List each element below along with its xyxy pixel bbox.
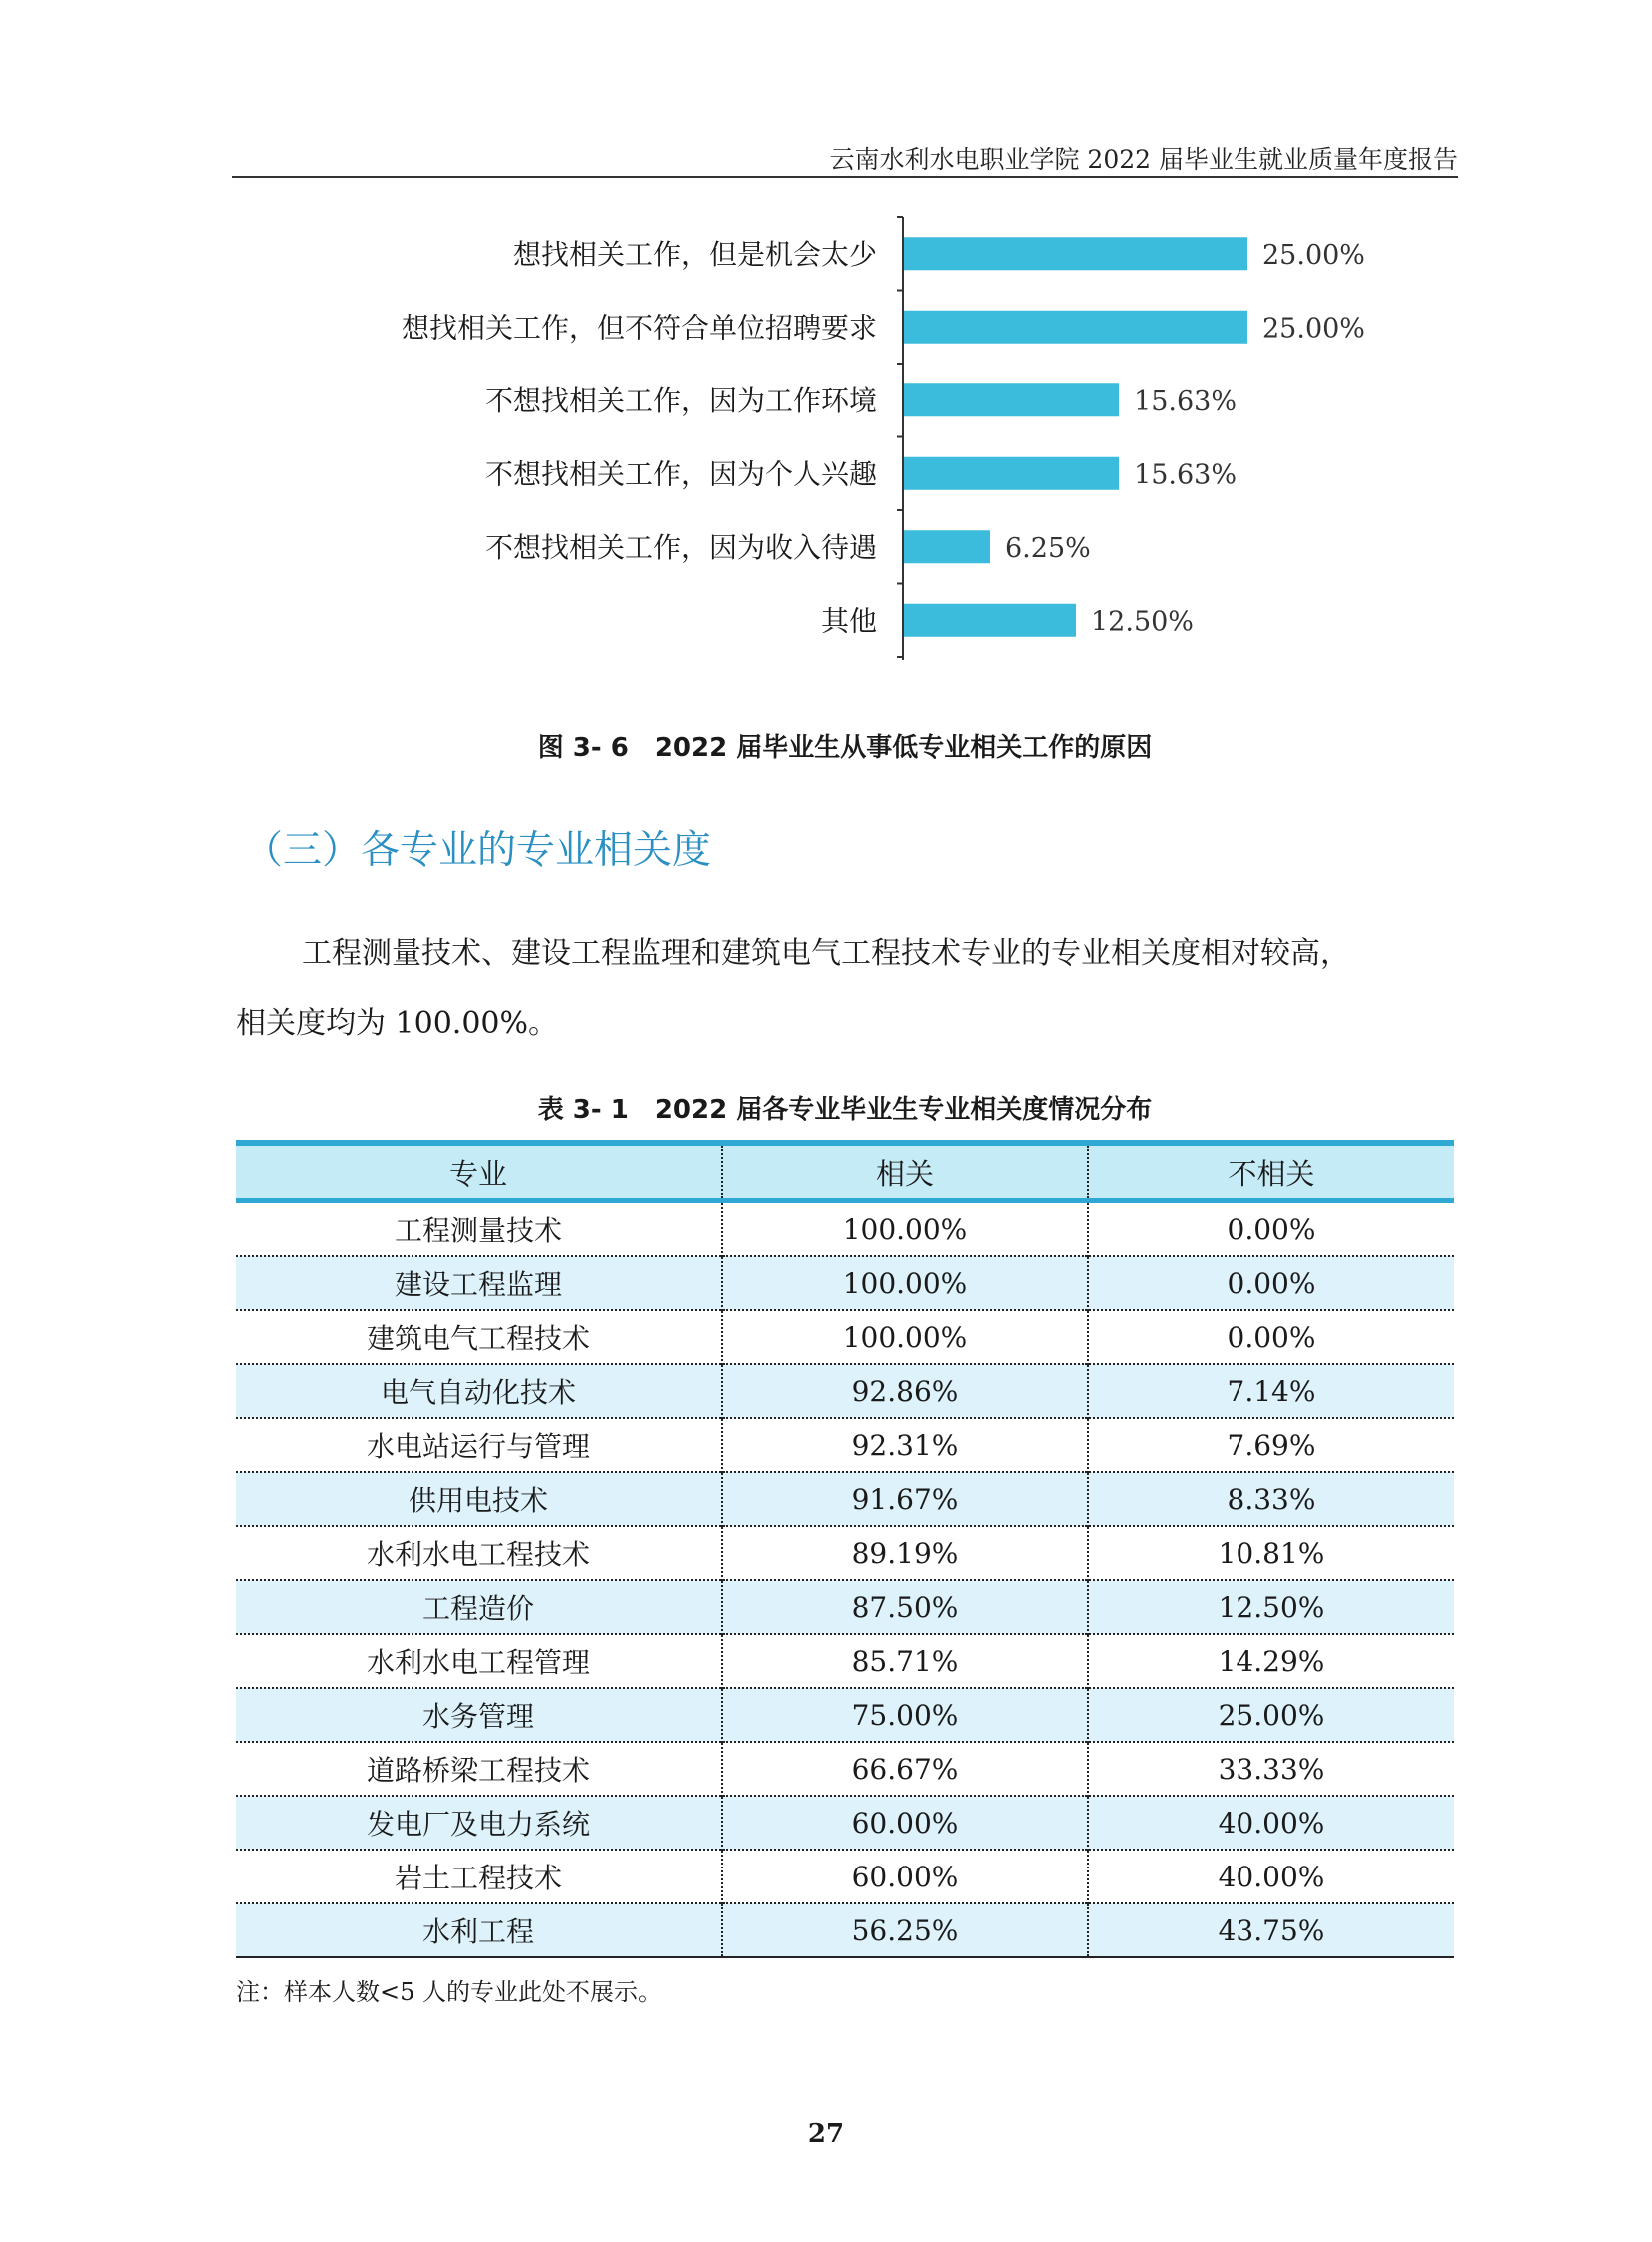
cell-major: 水利工程: [236, 1903, 722, 1957]
value-label: 15.63%: [1134, 385, 1238, 417]
cell-major: 岩土工程技术: [236, 1850, 722, 1903]
figure-caption: 图 3- 6 2022 届毕业生从事低专业相关工作的原因: [537, 733, 1153, 763]
cell-major: 水利水电工程管理: [236, 1634, 722, 1688]
major-relevance-table: [236, 1140, 1454, 1958]
header-unrelated: 不相关: [1088, 1143, 1454, 1201]
table-row: [236, 1256, 1454, 1310]
cell-related: 91.67%: [722, 1472, 1088, 1526]
table-row: [236, 1688, 1454, 1742]
paragraph-line-1: 工程测量技术、建设工程监理和建筑电气工程技术专业的专业相关度相对较高，: [302, 936, 1350, 971]
cell-related: 100.00%: [722, 1310, 1088, 1364]
cell-related: 75.00%: [722, 1688, 1088, 1742]
cell-unrelated: 0.00%: [1088, 1256, 1454, 1310]
cell-major: 工程测量技术: [394, 1214, 562, 1247]
cell-major: 道路桥梁工程技术: [236, 1742, 722, 1796]
cell-related: 85.71%: [722, 1634, 1088, 1688]
cell-unrelated: 25.00%: [1088, 1688, 1454, 1742]
category-label: 想找相关工作，但不符合单位招聘要求: [401, 311, 877, 345]
header-related: 相关: [722, 1143, 1088, 1201]
cell-major: 发电厂及电力系统: [236, 1796, 722, 1850]
cell-related: 60.00%: [722, 1850, 1088, 1903]
cell-unrelated: 33.33%: [1088, 1742, 1454, 1796]
body-paragraph: [236, 919, 1462, 1059]
cell-major: 水利水电工程技术: [236, 1526, 722, 1580]
reasons-bar-chart: [300, 205, 1398, 674]
category-label: 想找相关工作，但是机会太少: [512, 237, 877, 271]
table-header-row: [236, 1143, 1454, 1201]
paragraph-line-2: 相关度均为 100.00%。: [236, 1006, 559, 1041]
cell-unrelated: 14.29%: [1088, 1634, 1454, 1688]
cell-major: 建筑电气工程技术: [236, 1310, 722, 1364]
table-row: [236, 1580, 1454, 1634]
cell-major: 供用电技术: [236, 1472, 722, 1526]
cell-related: 66.67%: [722, 1742, 1088, 1796]
cell-unrelated: 10.81%: [1088, 1526, 1454, 1580]
category-label: 其他: [820, 604, 877, 638]
cell-related: 100.00%: [722, 1256, 1088, 1310]
category-label: 不想找相关工作，因为个人兴趣: [484, 457, 877, 491]
cell-unrelated: 7.14%: [1088, 1364, 1454, 1418]
bar: [904, 311, 1247, 344]
table-row: [236, 1201, 1454, 1257]
cell-related: 87.50%: [722, 1580, 1088, 1634]
table-row: [236, 1796, 1454, 1850]
table-row: [236, 1742, 1454, 1796]
cell-major: 电气自动化技术: [236, 1364, 722, 1418]
table-row: [236, 1850, 1454, 1903]
bar: [904, 383, 1119, 416]
table-row: [236, 1364, 1454, 1418]
value-label: 12.50%: [1091, 606, 1194, 638]
cell-related: 89.19%: [722, 1526, 1088, 1580]
page-number: 27: [807, 2119, 845, 2149]
table-caption: 表 3- 1 2022 届各专业毕业生专业相关度情况分布: [537, 1095, 1153, 1124]
running-header: 云南水利水电职业学院 2022 届毕业生就业质量年度报告: [829, 145, 1458, 174]
table-row: [236, 1418, 1454, 1472]
category-label: 不想找相关工作，因为工作环境: [484, 383, 877, 417]
cell-related: 92.86%: [722, 1364, 1088, 1418]
bar: [904, 530, 990, 563]
cell-unrelated: 40.00%: [1088, 1796, 1454, 1850]
cell-related: 100.00%: [722, 1201, 1088, 1257]
table-note: 注：样本人数<5 人的专业此处不展示。: [236, 1978, 663, 2006]
value-label: 25.00%: [1262, 313, 1365, 345]
category-label: 不想找相关工作，因为收入待遇: [484, 530, 877, 564]
value-label: 6.25%: [1005, 532, 1091, 564]
cell-unrelated: 8.33%: [1088, 1472, 1454, 1526]
cell-unrelated: 12.50%: [1088, 1580, 1454, 1634]
cell-major: 水电站运行与管理: [236, 1418, 722, 1472]
table-row: [236, 1526, 1454, 1580]
cell-related: 56.25%: [722, 1903, 1088, 1957]
header-major: 专业: [236, 1143, 722, 1201]
table-row: [236, 1903, 1454, 1957]
value-label: 25.00%: [1262, 239, 1365, 271]
value-label: 15.63%: [1134, 459, 1238, 491]
cell-unrelated: 7.69%: [1088, 1418, 1454, 1472]
cell-major: 建设工程监理: [236, 1256, 722, 1310]
bar: [904, 237, 1247, 270]
cell-unrelated: 0.00%: [1088, 1201, 1454, 1257]
table-row: [236, 1472, 1454, 1526]
cell-major: 工程造价: [236, 1580, 722, 1634]
header-rule: [232, 176, 1458, 178]
cell-related: 60.00%: [722, 1796, 1088, 1850]
section-heading: （三）各专业的专业相关度: [244, 828, 712, 873]
cell-unrelated: 40.00%: [1088, 1850, 1454, 1903]
cell-related: 92.31%: [722, 1418, 1088, 1472]
bar: [904, 604, 1076, 637]
table-row: [236, 1310, 1454, 1364]
cell-unrelated: 0.00%: [1088, 1310, 1454, 1364]
cell-unrelated: 43.75%: [1088, 1903, 1454, 1957]
table-row: [236, 1634, 1454, 1688]
cell-major: 水务管理: [236, 1688, 722, 1742]
bar: [904, 457, 1119, 490]
